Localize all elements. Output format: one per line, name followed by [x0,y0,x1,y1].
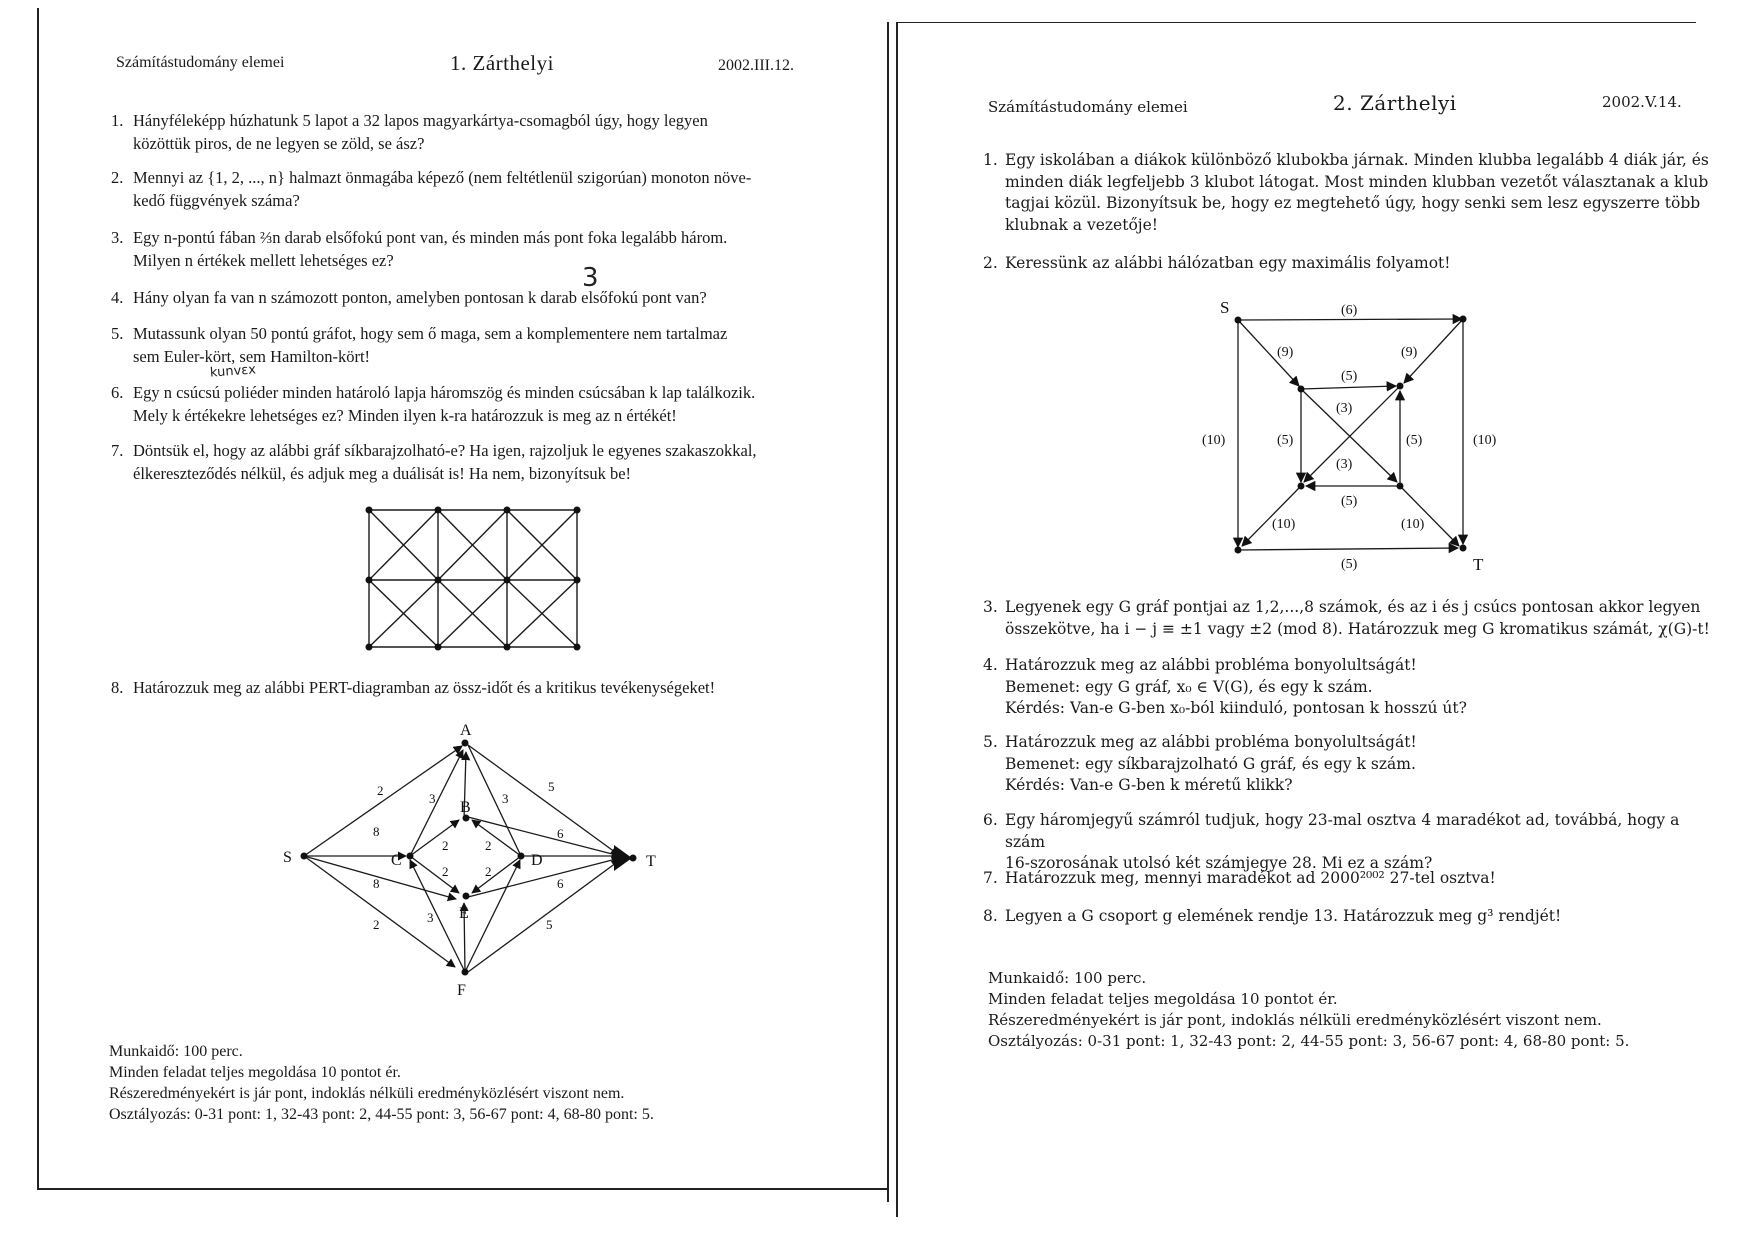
problem-item: 8. Határozzuk meg az alábbi PERT-diagramban az össz-időt és a kritikus tevékenységeket! [111,678,716,697]
pert-weight: 2 [373,917,380,932]
pert-node-c [407,853,414,860]
exam-date: 2002.III.12. [718,57,794,74]
handwritten-three: 3 [582,263,599,293]
exam-footer [109,1041,654,1125]
capacity-label: (10) [1473,433,1497,448]
course-name: Számítástudomány elemei [988,98,1188,116]
capacity-label: (10) [1401,517,1425,532]
pert-label-e: E [459,905,469,922]
footer-line: Osztályozás: 0-31 pont: 1, 32-43 pont: 2, 44-55 pont: 3, 56-67 pont: 4, 68-80 pont: 5. [988,1032,1630,1050]
problem-item: 4. Hány olyan fa van n számozott ponton, amelyben pontosan k darab elsőfokú pont van? [111,288,707,307]
capacity-label: (9) [1401,345,1418,360]
problem-item: 2. Keressünk az alábbi hálózatban egy maximális folyamot! [983,254,1451,272]
pert-weight: 2 [442,864,449,879]
pert-node-e [463,893,470,900]
problem-item: 7. Határozzuk meg, mennyi maradékot ad 2000²⁰⁰² 27-tel osztva! [983,869,1496,887]
capacity-label: (5) [1341,494,1358,509]
capacity-label: (5) [1341,557,1358,572]
network-node-s [1235,317,1242,324]
pert-weight: 5 [548,779,555,794]
pert-node-a [462,740,469,747]
problem-item: 6. Egy háromjegyű számról tudjuk, hogy 23-mal osztva 4 maradékot ad, továbbá, hogy a szám 16-szorosának utolsó két számjegye 28. Mi ez a szám? [983,811,1680,872]
pert-weight: 6 [557,826,564,841]
capacity-label: (10) [1272,517,1296,532]
pert-label-s: S [283,849,292,866]
pert-weight: 5 [546,917,553,932]
flow-network [895,0,1753,1240]
exam-title: 2. Zárthelyi [1333,91,1457,115]
pert-weight: 2 [485,838,492,853]
capacity-label: (5) [1277,433,1294,448]
network-node [1235,547,1242,554]
pert-label-d: D [531,852,543,869]
problem-item: 1. Hányféleképp húzhatunk 5 lapot a 32 lapos magyarkártya-csomagból úgy, hogy legyen közöttük piros, de ne legyen se zöld, se ász? [111,111,708,153]
capacity-label: (3) [1336,401,1353,416]
problem-item: 7. Döntsük el, hogy az alábbi gráf síkbarajzolható-e? Ha igen, rajzoljuk le egyenes szakaszokkal, élkereszteződés nélkül, és adjuk meg a duálisát is! Ha nem, bizonyítsuk be! [111,441,757,483]
pert-node-t [630,855,637,862]
network-node [1298,483,1305,490]
problem-item: 4. Határozzuk meg az alábbi probléma bonyolultságát! Bemenet: egy G gráf, x₀ ∈ V(G), és egy k szám. Kérdés: Van-e G-ben x₀-ból kiinduló, pontosan k hosszú út? [983,656,1467,717]
problem-item: 5. Mutassunk olyan 50 pontú gráfot, hogy sem ő maga, sem a komplementere nem tartalmaz sem Euler-kört, sem Hamilton-kört! [111,324,728,366]
pert-label-a: A [460,722,472,739]
problem-item: 5. Határozzuk meg az alábbi probléma bonyolultságát! Bemenet: egy síkbarajzolható G gráf, és egy k szám. Kérdés: Van-e G-ben k méretű klikk? [983,733,1417,794]
course-name: Számítástudomány elemei [116,54,285,71]
handwritten-note: kunvεx [209,362,257,381]
network-node [1397,483,1404,490]
network-node-t [1460,545,1467,552]
footer-line: Részeredményekért is jár pont, indoklás nélküli eredményközlésért viszont nem. [988,1011,1602,1029]
exam-date: 2002.V.14. [1602,93,1682,111]
problem-item: 8. Legyen a G csoport g elemének rendje 13. Határozzuk meg g³ rendjét! [983,907,1562,925]
capacity-label: (5) [1341,369,1358,384]
capacity-label: (10) [1202,433,1226,448]
pert-label-t: T [646,853,656,870]
pert-weight: 3 [502,791,509,806]
pert-label-c: C [391,852,402,869]
network-label-s: S [1220,298,1230,317]
problem-item: 1. Egy iskolában a diákok különböző klubokba járnak. Minden klubba legalább 4 diák jár, és minden diák legfeljebb 3 klubot látogat. Most minden klubban vezetőt választanak a klub tagjai közül. Bizonyítsuk be, hogy ez megtehető úgy, hogy senki sem lesz egyszerre több klubnak a vezetője! [983,151,1709,234]
pert-weight: 3 [429,791,436,806]
pert-node-s [301,853,308,860]
problem-item: 3. Legyenek egy G gráf pontjai az 1,2,...,8 számok, és az i és j csúcs pontosan akkor legyen összekötve, ha i − j ≡ ±1 vagy ±2 (mod 8). Határozzuk meg G kromatikus számát, χ(G)-t! [983,598,1710,638]
pert-weight: 8 [373,876,380,891]
network-node [1397,383,1404,390]
pert-label-b: B [460,799,471,816]
network-label-t: T [1473,555,1484,574]
problem-item: 2. Mennyi az {1, 2, ..., n} halmazt önmagába képező (nem feltétlenül szigorúan) monoton növe- kedő függvények száma? [111,168,752,210]
footer-line: Minden feladat teljes megoldása 10 pontot ér. [109,1064,401,1081]
network-node [1298,386,1305,393]
pert-weight: 2 [377,783,384,798]
footer-line: Részeredményekért is jár pont, indoklás nélküli eredményközlésért viszont nem. [109,1085,625,1102]
pert-node-d [518,853,525,860]
exam-footer [988,968,1629,1052]
capacity-label: (9) [1277,345,1294,360]
pert-weight: 3 [427,910,434,925]
exam-title: 1. Zárthelyi [450,51,554,75]
network-node [1460,316,1467,323]
problem-item: 3. Egy n-pontú fában ⅔n darab elsőfokú pont van, és minden más pont foka legalább három. Milyen n értékek mellett lehetséges ez? [111,228,728,270]
pert-weight: 6 [557,876,564,891]
capacity-label: (6) [1341,303,1358,318]
footer-line: Osztályozás: 0-31 pont: 1, 32-43 pont: 2, 44-55 pont: 3, 56-67 pont: 4, 68-80 pont: 5. [109,1106,654,1123]
pert-label-f: F [457,982,466,999]
problem-item: 6. Egy n csúcsú poliéder minden határoló lapja háromszög és minden csúcsában k lap találkozik. Mely k értékekre lehetséges ez? Minden ilyen k-ra határozzuk is meg az n értékét! [111,383,756,425]
pert-weight: 2 [442,838,449,853]
footer-line: Munkaidő: 100 perc. [109,1043,243,1060]
pert-weight: 2 [485,864,492,879]
pert-node-f [462,969,469,976]
capacity-label: (5) [1406,433,1423,448]
footer-line: Minden feladat teljes megoldása 10 pontot ér. [988,990,1338,1008]
footer-line: Munkaidő: 100 perc. [988,969,1147,987]
capacity-label: (3) [1336,457,1353,472]
pert-weight: 8 [373,824,380,839]
exam-page-2 [895,0,1753,1240]
